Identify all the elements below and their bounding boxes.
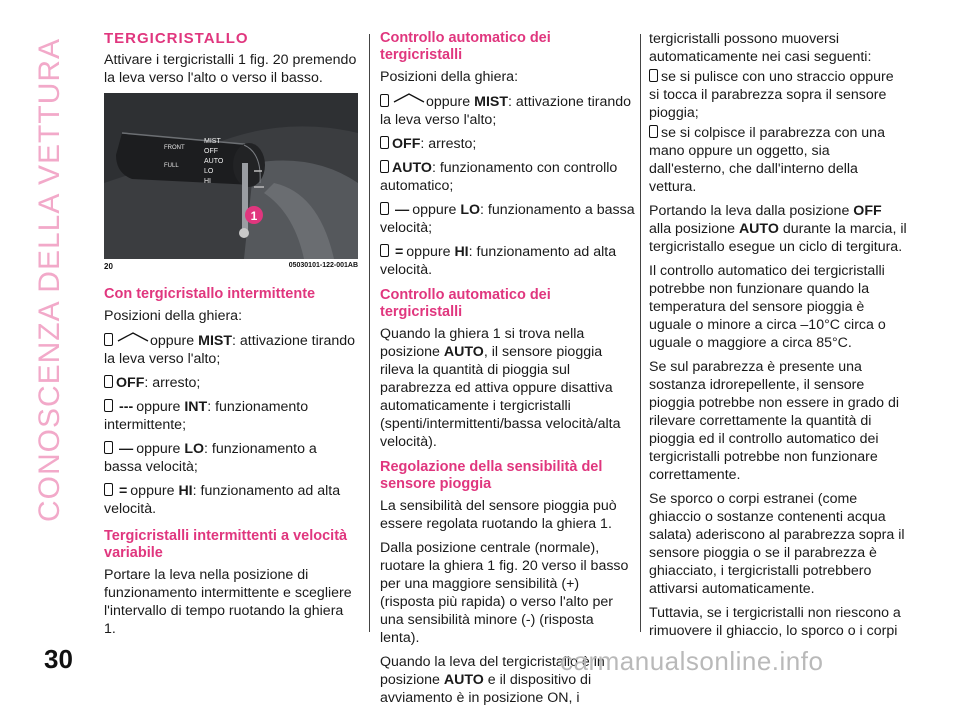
label-lo: LO	[204, 168, 214, 175]
page-number: 30	[44, 644, 73, 674]
mode-symbol-icon	[104, 333, 113, 346]
paragraph: tergicristalli possono muoversi automaticamente nei casi seguenti:	[649, 31, 872, 65]
paragraph: Dalla posizione centrale (normale), ruotare la ghiera 1 fig. 20 verso il basso per una maggiore sensibilità (+) (risposta più rapida) o verso l'alto per una sensibilità minore (-) (risposta lenta).	[380, 540, 629, 646]
wiper-lever-illustration	[104, 93, 358, 259]
watermark: carmanualsonline.info	[560, 646, 824, 676]
mode-symbol-icon	[380, 136, 389, 149]
callout-1: 1	[250, 209, 258, 223]
mode-symbol-icon	[380, 244, 389, 257]
label-mist: MIST	[204, 138, 221, 145]
mist-symbol-icon	[116, 331, 150, 343]
label-auto: AUTO	[204, 158, 224, 165]
heading-sensitivity: Regolazione della sensibilità del sensore pioggia	[380, 459, 603, 492]
paragraph: Posizioni della ghiera:	[380, 69, 519, 85]
list-item: — oppure LO: funzionamento a bassa velocità;	[380, 202, 635, 236]
figure-caption: 20 05030101-122-001AB	[104, 262, 358, 271]
mist-symbol-icon	[392, 92, 426, 104]
list-item: — oppure LO: funzionamento a bassa velocità;	[104, 441, 317, 475]
heading-intermittent: Con tergicristallo intermittente	[104, 286, 316, 302]
mode-symbol-icon	[380, 94, 389, 107]
list-item: --- oppure INT: funzionamento intermittente;	[104, 399, 309, 433]
mode-symbol-icon	[104, 399, 113, 412]
paragraph: Quando la leva del tergicristallo è in posizione AUTO e il dispositivo di avviamento è in posizione ON, i	[380, 654, 605, 706]
mode-symbol-icon	[104, 375, 113, 388]
column-1	[104, 30, 358, 644]
list-item: oppure MIST: attivazione tirando la leva verso l'alto;	[380, 94, 632, 128]
heading-auto-control: Controllo automatico dei tergicristalli	[380, 30, 551, 63]
label-front: FRONT	[164, 145, 185, 151]
list-item: oppure MIST: attivazione tirando la leva verso l'alto;	[104, 333, 356, 367]
list-item: AUTO: funzionamento con controllo automatico;	[380, 160, 618, 194]
paragraph: Portare la leva nella posizione di funzionamento intermittente e scegliere l'intervallo di tempo ruotando la ghiera 1.	[104, 567, 352, 637]
label-off: OFF	[204, 148, 218, 155]
side-section-title: CONOSCENZA DELLA VETTURA	[33, 37, 67, 523]
list-item: = oppure HI: funzionamento ad alta velocità.	[104, 483, 341, 517]
heading-variable-speed: Tergicristalli intermittenti a velocità variabile	[104, 528, 348, 561]
paragraph: Attivare i tergicristalli 1 fig. 20 premendo la leva verso l'alto o verso il basso.	[104, 52, 357, 86]
column-divider	[369, 34, 370, 632]
paragraph: Posizioni della ghiera:	[104, 308, 243, 324]
heading-tergicristallo: TERGICRISTALLO	[104, 30, 249, 47]
paragraph: La sensibilità del sensore pioggia può essere regolata ruotando la ghiera 1.	[380, 498, 617, 532]
mode-symbol-icon	[380, 160, 389, 173]
column-divider	[640, 34, 641, 632]
paragraph: Il controllo automatico dei tergicristalli potrebbe non funzionare quando la temperatura del sensore pioggia è uguale o minore a circa –10°C circa o uguale o maggiore a circa 85°C.	[649, 263, 886, 351]
column-3	[649, 30, 907, 646]
mode-symbol-icon	[380, 202, 389, 215]
heading-auto-control-2: Controllo automatico dei tergicristalli	[380, 287, 551, 320]
paragraph: Quando la ghiera 1 si trova nella posizione AUTO, il sensore pioggia rileva la quantità di pioggia sul parabrezza ed attiva oppure disattiva automaticamente i tergicristalli (spenti/intermittenti/bassa velocità/alta velocità).	[380, 326, 621, 450]
paragraph: Tuttavia, se i tergicristalli non riescono a rimuovere il ghiaccio, lo sporco o i corpi	[649, 605, 901, 639]
column-2	[380, 30, 635, 713]
paragraph: Se sul parabrezza è presente una sostanza idrorepellente, il sensore pioggia potrebbe non essere in grado di rilevare correttamente la quantità di pioggia ed il controllo automatico dei tergicristalli potrebbe non funzionare correttamente.	[649, 359, 900, 483]
label-full: FULL	[164, 163, 179, 169]
bullet-icon	[649, 125, 658, 138]
list-item: = oppure HI: funzionamento ad alta velocità.	[380, 244, 617, 278]
mode-symbol-icon	[104, 441, 113, 454]
paragraph: Portando la leva dalla posizione OFF alla posizione AUTO durante la marcia, il tergicristallo esegue un ciclo di tergitura.	[649, 203, 907, 255]
list-item: OFF: arresto;	[104, 374, 358, 392]
bullet-icon	[649, 69, 658, 82]
mode-symbol-icon	[104, 483, 113, 496]
paragraph: Se sporco o corpi estranei (come ghiaccio o sostanze contenenti acqua salata) aderiscono al parabrezza sopra il sensore pioggia o se il parabrezza è ghiacciato, i tergicristalli potrebbero attivarsi automaticamente.	[649, 491, 905, 597]
list-item: se si pulisce con uno straccio oppure si tocca il parabrezza sopra il sensore pioggia;	[649, 69, 894, 121]
list-item: OFF: arresto;	[380, 135, 635, 153]
list-item: se si colpisce il parabrezza con una mano oppure un oggetto, sia dall'esterno, che dall'interno della vettura.	[649, 125, 885, 195]
figure-wiper-lever	[104, 93, 358, 259]
label-hi: HI	[204, 178, 211, 185]
